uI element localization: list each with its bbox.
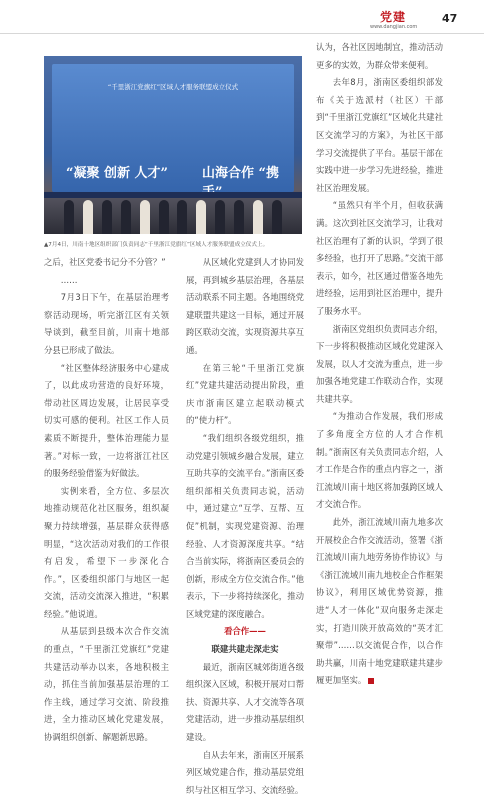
paragraph: “虽然只有半个月，但收获满满。这次到社区交流学习，让我对社区治理有了新的认识，学到了很多经验，也打开了思路。”交流干部表示，如今，社区通过借鉴各地先进经验，运用到社区治理中，提升了服务水平。 [316,200,443,316]
person-figure [196,200,206,234]
magazine-logo: 党建 [380,10,407,24]
person-figure [121,200,131,234]
paragraph [316,514,443,690]
person-figure [234,200,244,234]
banner-slogan-left: “凝聚 创新 人才” [66,166,169,181]
banner-slogan-right: 山海合作 “携 [202,166,280,181]
paragraph: 从基层到县级本次合作交流的重点，“千里浙江党旗红”党建共建活动举办以来，各地积极主动，抓住当前加强基层治理的工作主线，通过学习交流、阶段推进，全力推动区域化党建发展，协调组织创新、解题新思路。 [44,626,169,743]
paragraph: 在第三轮“千里浙江党旗红”党建共建活动提出阶段，重庆市浙南区建立起联动模式的“使力杆”。 [186,362,304,426]
paragraph: 实例来看，全方位、多层次地推动规范化社区服务，组织凝聚力持续增强，基层群众获得感明显，“这次活动对我们的工作很有启发，希望下一步深化合作。”，区委组织部门与地区一起交流，活动交流深入推进，“积累经验。”他说道。 [44,485,169,619]
person-figure [102,200,112,234]
paragraph: 从区域化党建到人才协同发展，再到城乡基层治理，各基层活动联系不同主题。各地围绕党建联盟共建这一目标，通过开展跨区联动交流，实现资源共享互通。 [186,257,304,355]
paragraph: “为推动合作发展，我们形成了多角度全方位的人才合作机制。”浙南区有关负责同志介绍，人才工作是合作的重点内容之一，浙江流域川南十地区将加强跨区域人才交流合作。 [316,411,443,510]
site-url[interactable]: www.dangjian.com [370,24,418,30]
article-end-mark [368,678,374,684]
paragraph: “我们组织各级党组织，推动党建引领城乡融合发展，建立互助共享的交流平台。”浙南区委组织部相关负责同志说，活动中，通过建立“互学、互帮、互促”机制，实现党建资源、治理经验、人才资源深度共享。“结合当前实际，将浙南区委员会的创新，形成全方位交流合作。”他表示，下一步将持续深化，推动区域党建的深度融合。 [186,432,304,619]
text-column-2 [186,254,304,799]
person-figure [253,200,263,234]
event-photo [44,56,302,234]
person-figure [159,200,169,234]
paragraph: 浙南区党组织负责同志介绍，下一步将积极推动区域化党建深入发展，以人才交流为重点，进一步加强各地党建工作联动合作，实现共建共享。 [316,323,443,404]
paragraph: 最近，浙南区城郊街道各级组织深入区域，积极开展对口帮扶、资源共享、人才交流等各项党建活动，进一步推动基层组织建设。 [186,661,304,743]
paragraph-text: 此外，浙江流域川南九地多次开展校企合作交流活动，签署《浙江流域川南九地劳务协作协议》与《浙江流域川南九地校企合作框架协议》，利用区域优势资源，推进“人才一体化”双向服务走深走实，打造川陕开放高效的“英才汇聚带”……以交流促合作，以合作助共赢，川南十地党建联建共建步履更加坚实。 [316,517,443,686]
paragraph: 去年8月，浙南区委组织部发布《关于选派村（社区）干部到“千里浙江党旗红”区域化共建社区交流学习的方案》，为社区干部学习交流提供了平台。基层干部在实践中进一步学习先进经验，推进社区治理发展。 [316,77,443,193]
paragraph: 之后，社区党委书记分不分管？” [44,257,166,267]
paragraph: 7月3日下午，在基层治理考察活动现场，听完浙江区有关领导谈到，截至目前，川南十地部分县已形成了做法。 [44,292,169,355]
person-figure [83,200,93,234]
text-column-3 [316,39,443,690]
banner-title: “千里浙江党旗红”区域人才服务联盟成立仪式 [107,83,239,91]
page-number: 47 [442,12,458,25]
person-figure [215,200,225,234]
person-figure [272,200,282,234]
text-column-1 [44,254,169,747]
header-divider [0,33,484,34]
paragraph: 自从去年来，浙南区开展系列区域党建合作，推动基层党组织与社区相互学习、交流经验。 [186,749,304,795]
section-subheading: 联建共建走深走实 [211,644,279,655]
person-figure [177,200,187,234]
person-figure [64,200,74,234]
paragraph: “社区整体经济服务中心建成了，以此成功营造的良好环境，带动社区周边发展，让居民享受切实可感的便利。社区工作人员素质不断提升，整体治理能力显著。”对标一致，一边将浙江社区的服务经验借鉴为好做法。 [44,362,169,479]
photo-caption: ▲7月4日，川南十地区组织部门负责同志“千里浙江党旗红”区域人才服务联盟成立仪式上。 [44,242,269,248]
people-on-stage [44,166,302,234]
paragraph: 认为，各社区因地制宜，推动活动更多的实效，为群众带来便利。 [316,42,443,70]
person-figure [140,200,150,234]
section-heading: 看合作—— [224,626,266,637]
paragraph: …… [60,274,78,285]
